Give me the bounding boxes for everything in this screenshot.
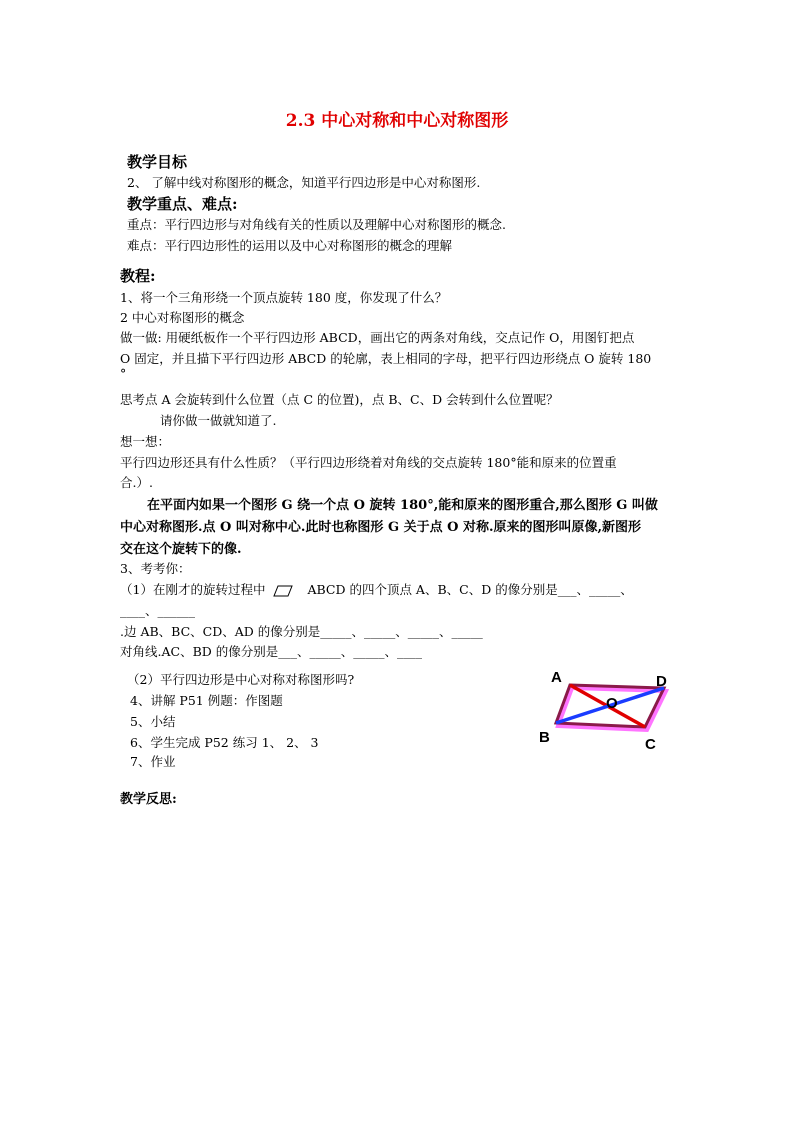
parallelogram-figure [535, 663, 675, 755]
quiz-q1-line-4: 对角线.AC、BD 的像分别是___、_____、_____、____ [120, 644, 422, 659]
step-6: 6、学生完成 P52 练习 1、 2、 3 [130, 735, 319, 750]
quiz-q1-line-2: ____、______ [120, 603, 196, 618]
page-title: 2.3 中心对称和中心对称图形 [285, 111, 509, 131]
definition-line-3: 交在这个旋转下的像. [120, 542, 242, 557]
center-label-o: O [606, 695, 618, 712]
vertex-label-b: B [539, 729, 550, 746]
step-2: 2 中心对称图形的概念 [120, 310, 245, 325]
step-7: 7、作业 [130, 754, 176, 769]
quiz-q1-suffix: ABCD 的四个顶点 A、B、C、D 的像分别是___、_____、 [307, 582, 633, 597]
vertex-label-a: A [551, 669, 562, 686]
definition-line-2: 中心对称图形.点 O 叫对称中心.此时也称图形 G 关于点 O 对称.原来的图形叫原像,新图形 [120, 520, 642, 535]
goals-heading: 教学目标 [127, 153, 188, 171]
step-5: 5、小结 [130, 714, 176, 729]
quiz-q1-line-3: .边 AB、BC、CD、AD 的像分别是_____、_____、_____、_____ [120, 624, 483, 639]
step-1: 1、将一个三角形绕一个顶点旋转 180 度，你发现了什么？ [120, 290, 448, 305]
key-point: 重点：平行四边形与对角线有关的性质以及理解中心对称图形的概念. [127, 217, 506, 232]
property-line-1: 平行四边形还具有什么性质？（平行四边形绕着对角线的交点旋转 180°能和原来的位置重 [120, 455, 617, 470]
activity-line-3: ° [120, 366, 127, 381]
property-line-2: 合.）. [120, 475, 153, 490]
goal-item: 2、 了解中线对称图形的概念，知道平行四边形是中心对称图形. [127, 175, 481, 190]
definition-line-1: 在平面内如果一个图形 G 绕一个点 O 旋转 180°,能和原来的图形重合,那么图形 G 叫做 [147, 498, 658, 513]
activity-line-2: O 固定，并且描下平行四边形 ABCD 的轮廓，表上相同的字母，把平行四边形绕点 O 旋转 180 [120, 351, 652, 366]
key-heading: 教学重点、难点: [127, 195, 238, 213]
process-heading: 教程: [120, 267, 156, 285]
vertex-label-c: C [645, 736, 656, 753]
step-4: 4、讲解 P51 例题：作图题 [130, 693, 283, 708]
quiz-heading: 3、考考你： [120, 561, 191, 576]
try-it: 请你做一做就知道了. [160, 413, 277, 428]
activity-line-1: 做一做: 用硬纸板作一个平行四边形 ABCD，画出它的两条对角线，交点记作 O，用图钉把点 [120, 330, 635, 345]
quiz-q1-prefix: （1）在刚才的旋转过程中 [120, 582, 266, 597]
reflection-heading: 教学反思: [120, 792, 177, 807]
vertex-label-d: D [656, 673, 667, 690]
quiz-q2: （2）平行四边形是中心对称对称图形吗? [127, 672, 355, 687]
parallelogram-icon [273, 585, 293, 597]
think-question: 思考点 A 会旋转到什么位置（点 C 的位置)，点 B、C、D 会转到什么位置呢？ [120, 392, 559, 407]
quiz-q1 [120, 580, 633, 598]
think-heading: 想一想： [120, 434, 171, 449]
difficulty: 难点：平行四边形性的运用以及中心对称图形的概念的理解 [127, 238, 453, 253]
